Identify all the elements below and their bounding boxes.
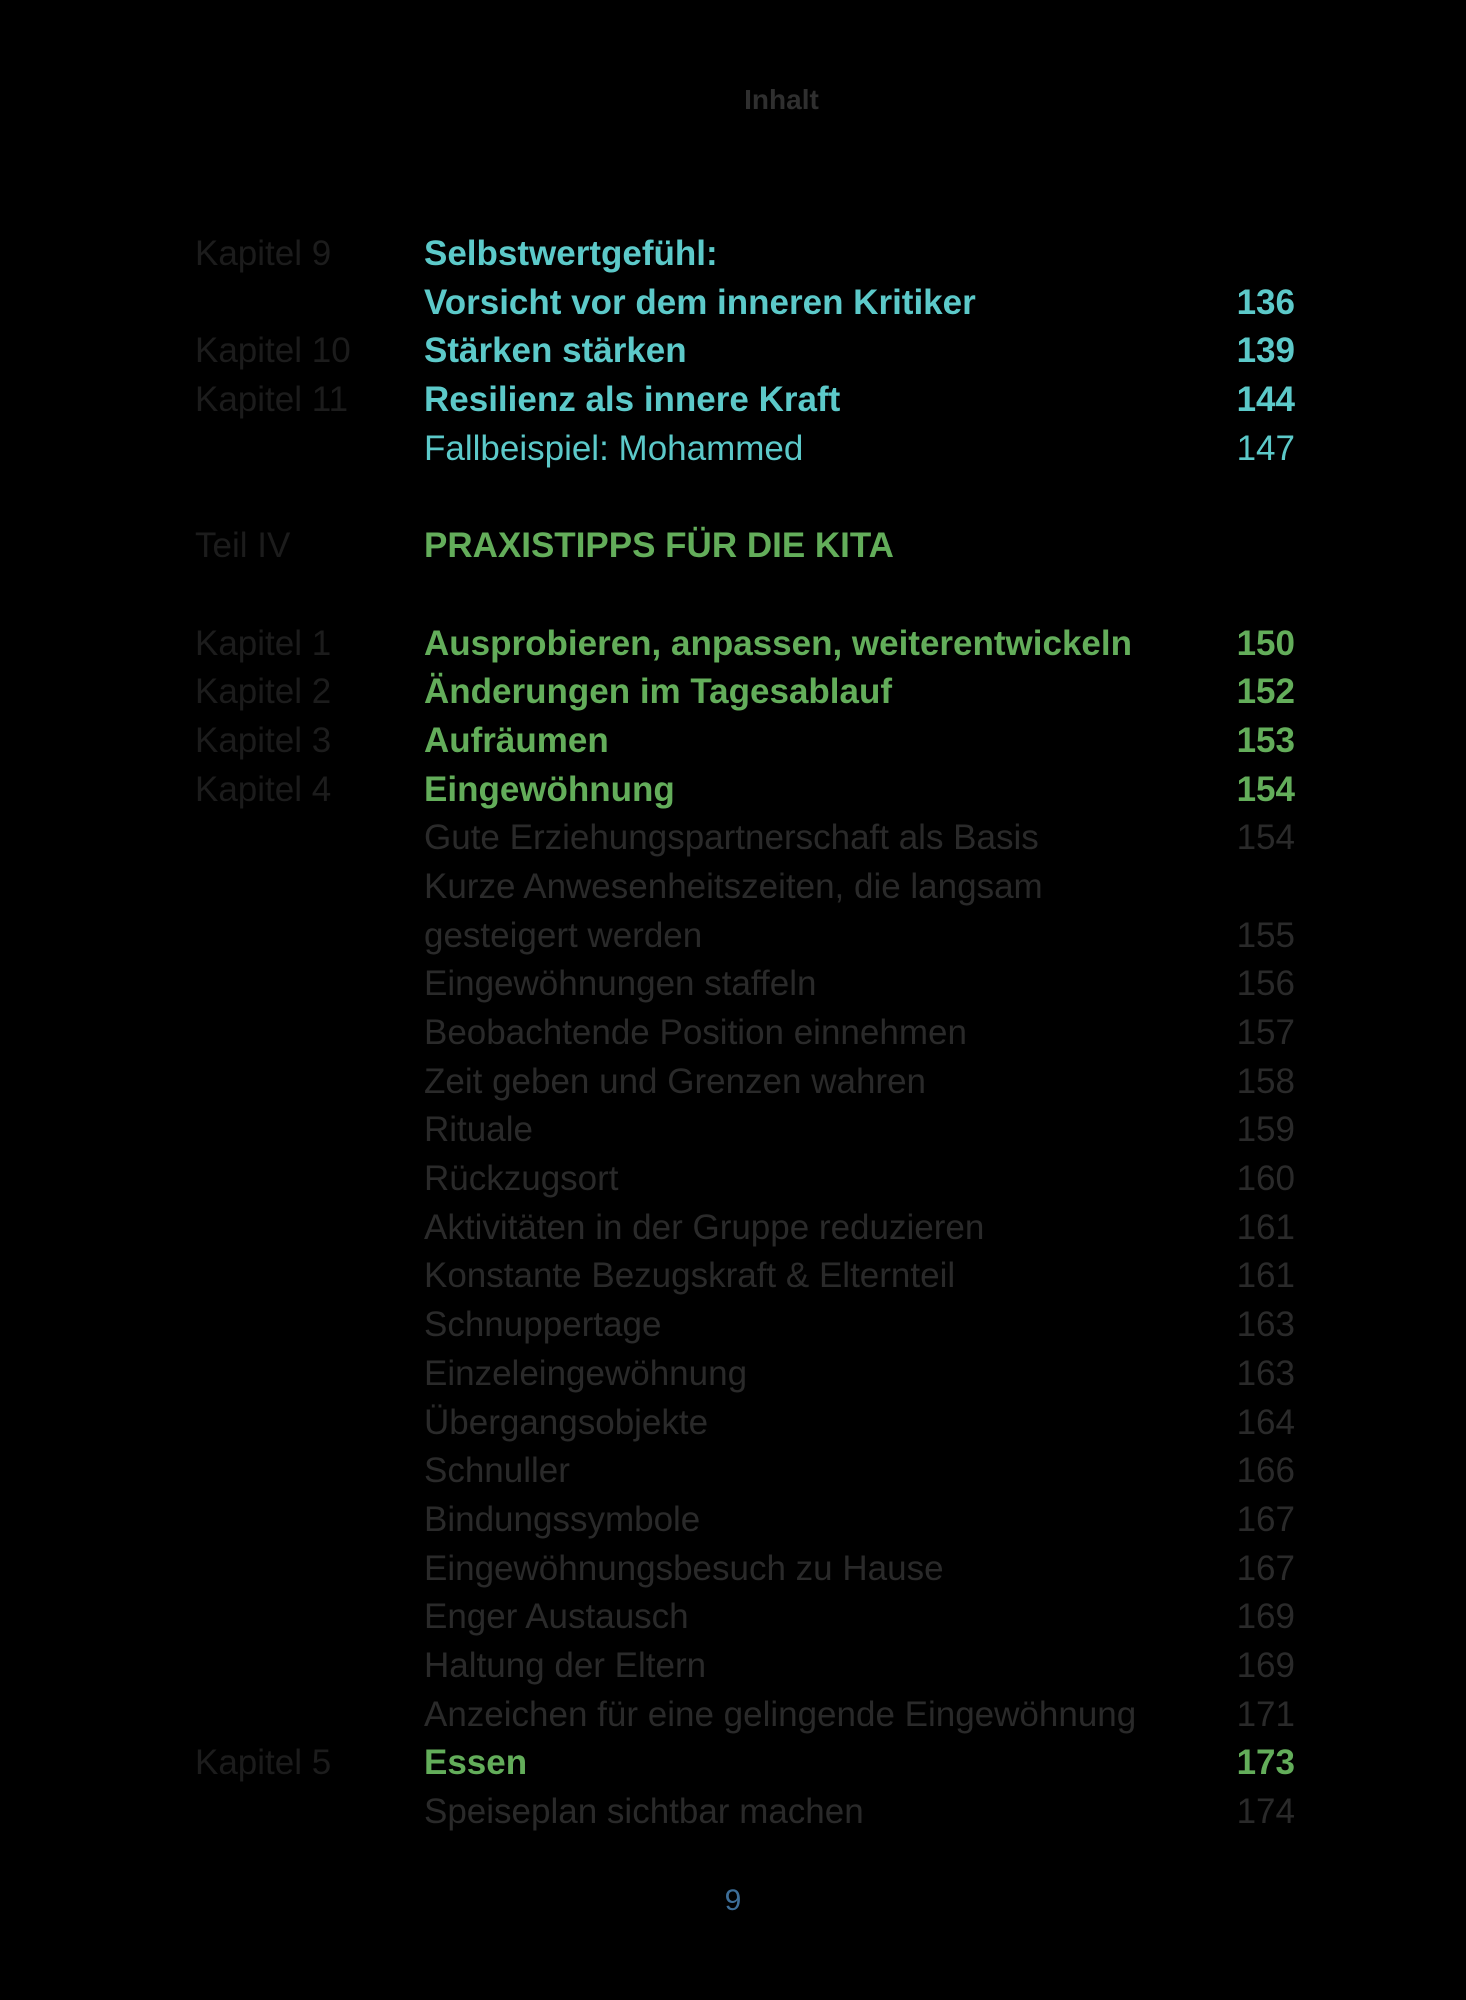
toc-entry-title: Eingewöhnungen staffeln [424, 964, 817, 1004]
toc-page-number: 164 [1236, 1402, 1295, 1442]
toc-entry-title: Kurze Anwesenheitszeiten, die langsam [424, 866, 1043, 906]
toc-entry-title: Übergangsobjekte [424, 1402, 709, 1442]
toc-entry [195, 1252, 1295, 1301]
page-title: Inhalt [744, 84, 819, 115]
toc-entry-title: Aufräumen [424, 720, 609, 760]
toc-entry-title: Einzeleingewöhnung [424, 1353, 748, 1393]
toc-entry [195, 1447, 1295, 1496]
toc-page-number: 166 [1236, 1451, 1295, 1491]
toc-page-number: 152 [1236, 672, 1295, 712]
toc-entry-title: Enger Austausch [424, 1597, 689, 1637]
toc-page-number: 161 [1236, 1207, 1295, 1247]
toc-entry-title: Speiseplan sichtbar machen [424, 1792, 864, 1832]
toc-entry-title: Konstante Bezugskraft & Elternteil [424, 1256, 956, 1296]
toc-page-number: 163 [1236, 1305, 1295, 1345]
toc-entry-title: Schnuppertage [424, 1305, 662, 1345]
toc-chapter-label: Kapitel 3 [195, 720, 332, 760]
toc-entry [195, 230, 1295, 279]
toc-page-number: 155 [1236, 915, 1295, 955]
toc-entry-title: Selbstwertgefühl: [424, 234, 718, 273]
toc-entry [195, 473, 1295, 570]
toc-page-number: 154 [1236, 818, 1295, 858]
toc-page-number: 173 [1236, 1743, 1295, 1783]
toc-entry-title: Ausprobieren, anpassen, weiterentwickeln [424, 623, 1132, 663]
toc-entry-title: Haltung der Eltern [424, 1645, 707, 1685]
toc-entry [195, 327, 1295, 376]
toc-entry-title: Gute Erziehungspartnerschaft als Basis [424, 818, 1039, 858]
toc-page-number: 169 [1236, 1645, 1295, 1685]
toc-page-number: 136 [1236, 282, 1295, 322]
toc-page-number: 153 [1236, 720, 1295, 760]
toc-entry [195, 863, 1295, 912]
toc-page-number: 169 [1236, 1597, 1295, 1637]
toc-entry-title: Schnuller [424, 1451, 570, 1491]
toc-entry [195, 668, 1295, 717]
toc-entry [195, 1204, 1295, 1253]
toc-entry [195, 1545, 1295, 1594]
toc-entry [195, 717, 1295, 766]
toc-chapter-label: Kapitel 1 [195, 623, 332, 663]
toc-entry [195, 1739, 1295, 1788]
toc-entry-title: Zeit geben und Grenzen wahren [424, 1061, 926, 1101]
toc-entry-title: Bindungssymbole [424, 1499, 701, 1539]
toc-page-number: 171 [1236, 1694, 1295, 1734]
toc-entry-title: Anzeichen für eine gelingende Eingewöhnung [424, 1694, 1137, 1734]
toc-entry-title: Rückzugsort [424, 1159, 619, 1199]
toc-entry [195, 960, 1295, 1009]
table-of-contents [195, 230, 1295, 1837]
toc-entry [195, 1350, 1295, 1399]
toc-entry [195, 814, 1295, 863]
toc-entry [195, 571, 1295, 668]
toc-page-number: 167 [1236, 1499, 1295, 1539]
toc-entry [195, 1058, 1295, 1107]
toc-entry [195, 1106, 1295, 1155]
toc-entry [195, 766, 1295, 815]
toc-page-number: 160 [1236, 1159, 1295, 1199]
toc-chapter-label: Kapitel 5 [195, 1743, 332, 1783]
toc-entry [195, 1691, 1295, 1740]
toc-entry-title: Fallbeispiel: Mohammed [424, 428, 804, 468]
toc-entry [195, 1009, 1295, 1058]
toc-page-number: 174 [1236, 1792, 1295, 1832]
toc-entry-title: Vorsicht vor dem inneren Kritiker [424, 282, 976, 322]
toc-entry-title: Aktivitäten in der Gruppe reduzieren [424, 1207, 985, 1247]
toc-entry-title: Rituale [424, 1110, 533, 1150]
toc-entry [195, 1399, 1295, 1448]
toc-entry [195, 912, 1295, 961]
toc-entry [195, 1496, 1295, 1545]
toc-page-number: 157 [1236, 1013, 1295, 1053]
toc-entry-title: Stärken stärken [424, 331, 687, 371]
toc-entry-title: gesteigert werden [424, 915, 703, 955]
toc-entry-title: Eingewöhnung [424, 769, 675, 809]
toc-page-number: 154 [1236, 769, 1295, 809]
toc-entry [195, 425, 1295, 474]
toc-entry-title: Eingewöhnungsbesuch zu Hause [424, 1548, 944, 1588]
toc-page-number: 150 [1236, 623, 1295, 663]
toc-page-number: 144 [1236, 380, 1295, 420]
toc-entry-title: Resilienz als innere Kraft [424, 380, 841, 420]
toc-chapter-label: Teil IV [195, 526, 291, 566]
toc-entry [195, 1642, 1295, 1691]
toc-entry-title: Essen [424, 1743, 528, 1783]
toc-page-number: 159 [1236, 1110, 1295, 1150]
toc-chapter-label: Kapitel 11 [195, 380, 349, 420]
toc-chapter-label: Kapitel 9 [195, 234, 332, 273]
toc-page-number: 139 [1236, 331, 1295, 371]
page-number: 9 [724, 1884, 742, 1917]
toc-entry [195, 1155, 1295, 1204]
toc-page-number: 158 [1236, 1061, 1295, 1101]
toc-entry [195, 1301, 1295, 1350]
toc-chapter-label: Kapitel 4 [195, 769, 332, 809]
toc-entry-title: PRAXISTIPPS FÜR DIE KITA [424, 526, 894, 566]
toc-entry [195, 1593, 1295, 1642]
toc-page-number: 163 [1236, 1353, 1295, 1393]
toc-entry [195, 279, 1295, 328]
toc-entry [195, 376, 1295, 425]
toc-chapter-label: Kapitel 2 [195, 672, 332, 712]
toc-entry-title: Beobachtende Position einnehmen [424, 1013, 967, 1053]
toc-entry [195, 1788, 1295, 1837]
toc-page-number: 147 [1236, 428, 1295, 468]
toc-entry-title: Änderungen im Tagesablauf [424, 672, 893, 712]
toc-chapter-label: Kapitel 10 [195, 331, 351, 371]
toc-page-number: 156 [1236, 964, 1295, 1004]
toc-page-number: 167 [1236, 1548, 1295, 1588]
toc-page-number: 161 [1236, 1256, 1295, 1296]
